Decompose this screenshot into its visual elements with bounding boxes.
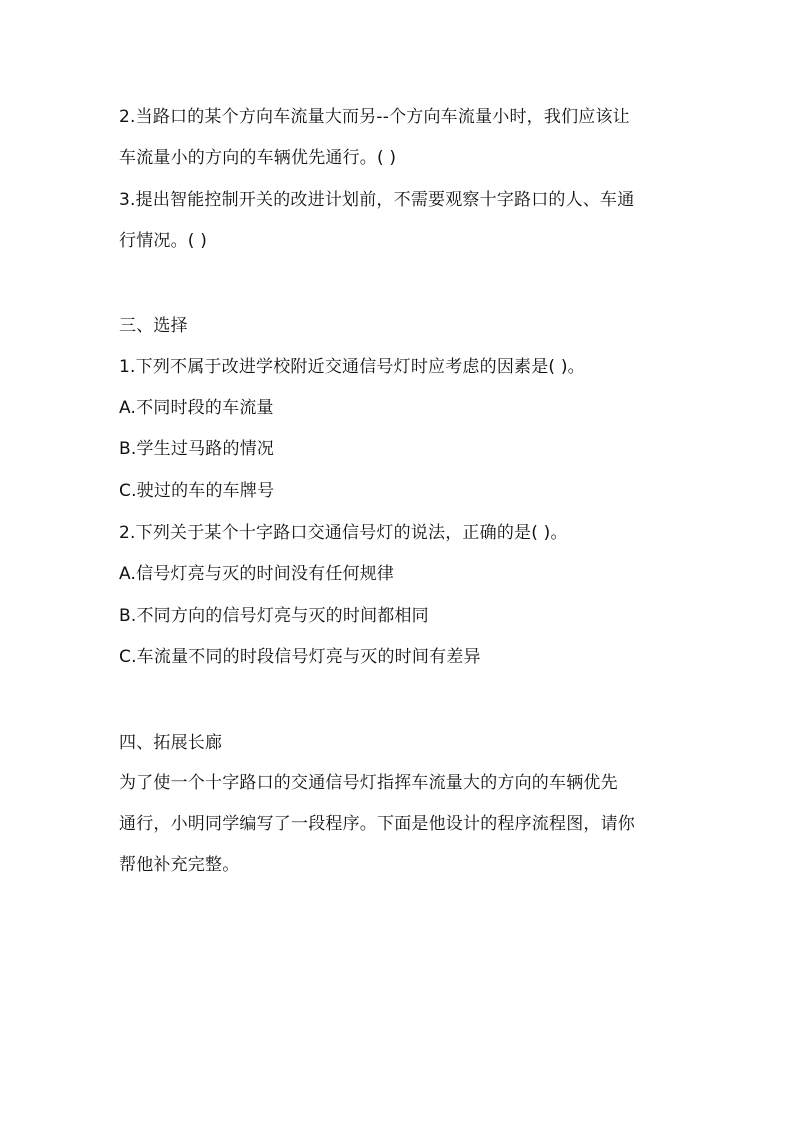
choice-q1-stem: 1.下列不属于改进学校附近交通信号灯时应考虑的因素是( )。 — [119, 357, 585, 377]
extension-paragraph-line2: 通行，小明同学编写了一段程序。下面是他设计的程序流程图，请你 — [119, 814, 635, 834]
extension-paragraph-line3: 帮他补充完整。 — [119, 855, 240, 875]
section-heading-extension: 四、拓展长廊 — [119, 733, 223, 753]
true-false-q3-line2: 行情况。( ) — [119, 231, 208, 251]
true-false-q2-line1: 2.当路口的某个方向车流量大而另--个方向车流量小时，我们应该让 — [119, 107, 630, 127]
choice-q1-option-b: B.学生过马路的情况 — [119, 439, 275, 459]
section-heading-choice: 三、选择 — [119, 316, 188, 336]
choice-q1-option-a: A.不同时段的车流量 — [119, 398, 274, 418]
extension-paragraph-line1: 为了使一个十字路口的交通信号灯指挥车流量大的方向的车辆优先 — [119, 773, 618, 793]
choice-q2-stem: 2.下列关于某个十字路口交通信号灯的说法，正确的是( )。 — [119, 523, 568, 543]
true-false-q3-line1: 3.提出智能控制开关的改进计划前，不需要观察十字路口的人、车通 — [119, 190, 635, 210]
choice-q2-option-b: B.不同方向的信号灯亮与灭的时间都相同 — [119, 606, 429, 626]
true-false-q2-line2: 车流量小的方向的车辆优先通行。( ) — [119, 148, 397, 168]
choice-q2-option-c: C.车流量不同的时段信号灯亮与灭的时间有差异 — [119, 647, 481, 667]
choice-q1-option-c: C.驶过的车的车牌号 — [119, 481, 275, 501]
choice-q2-option-a: A.信号灯亮与灭的时间没有任何规律 — [119, 564, 395, 584]
